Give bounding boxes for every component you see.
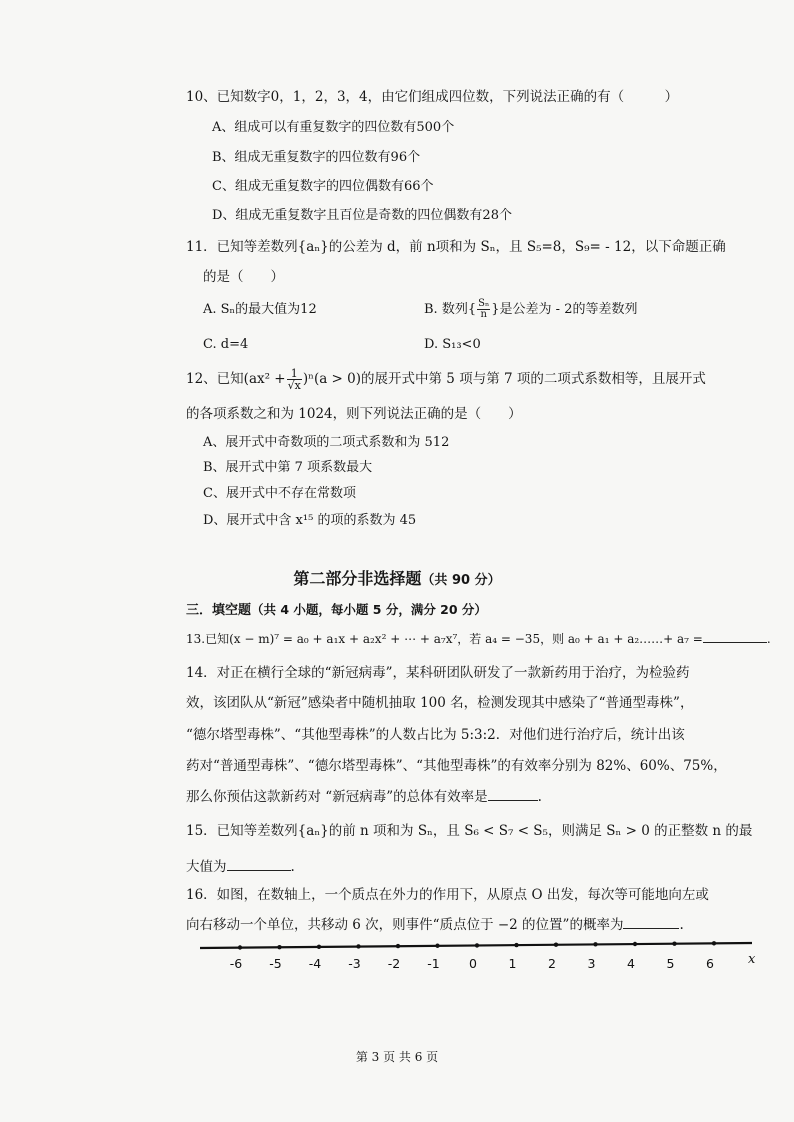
q12-stem-line2: 的各项系数之和为 1024，则下列说法正确的是（ ）: [186, 406, 522, 422]
q11-option-d: D. S₁₃<0: [424, 337, 481, 352]
number-line-tick: [672, 941, 676, 945]
q11-option-c: C. d=4: [203, 337, 249, 352]
number-line-tick-label: -5: [269, 956, 282, 971]
number-line-tick-label: 4: [627, 956, 635, 971]
q15-period: .: [290, 859, 295, 875]
number-line-tick: [238, 945, 242, 949]
number-line-tick: [593, 942, 597, 946]
q13-period: .: [766, 632, 771, 646]
number-line-tick-label: 3: [587, 956, 596, 971]
q11-stem-line1: 11．已知等差数列{aₙ}的公差为 d，前 n项和为 Sₙ，且 S₅=8，S₉= - 12，以下命题正确: [186, 239, 726, 255]
number-line-tick-label: -1: [427, 956, 440, 971]
q14-line3: “德尔塔型毒株”、“其他型毒株”的人数占比为 5:3:2．对他们进行治疗后，统计出该: [186, 727, 685, 743]
q12-fraction-numerator: 1: [287, 368, 302, 380]
q16-period: .: [679, 917, 684, 933]
q16-line2-text: 向右移动一个单位，共移动 6 次，则事件“质点位于 −2 的位置”的概率为: [186, 917, 624, 933]
number-line-tick: [277, 945, 281, 949]
number-line-tick-label: -3: [348, 956, 361, 971]
q10-option-b: B、组成无重复数字的四位数有96个: [212, 150, 421, 165]
number-line-tick: [554, 943, 558, 947]
number-line-tick: [317, 945, 321, 949]
q12-option-c: C、展开式中不存在常数项: [203, 486, 356, 501]
q11-option-a: A. Sₙ的最大值为12: [203, 302, 317, 317]
number-line-axis-label: x: [748, 952, 756, 967]
number-line-tick: [435, 944, 439, 948]
number-line-tick: [396, 944, 400, 948]
q15-line1: 15．已知等差数列{aₙ}的前 n 项和为 Sₙ，且 S₆ < S₇ < S₅，则满足 Sₙ > 0 的正整数 n 的最: [186, 823, 753, 839]
number-line-tick: [514, 943, 518, 947]
number-line-tick-label: -6: [229, 956, 243, 971]
q12-option-b: B、展开式中第 7 项系数最大: [203, 460, 373, 475]
q16-line1: 16．如图，在数轴上，一个质点在外力的作用下，从原点 O 出发，每次等可能地向左或: [186, 887, 709, 903]
number-line-tick: [712, 941, 716, 945]
q14-line1: 14．对正在横行全球的“新冠病毒”，某科研团队研发了一款新药用于治疗，为检验药: [186, 665, 690, 681]
q10-option-c: C、组成无重复数字的四位偶数有66个: [212, 179, 434, 194]
part-two-score: （共 90 分）: [421, 573, 501, 588]
q14-line5-text: 那么你预估这款新药对 “新冠病毒”的总体有效率是: [186, 789, 488, 805]
q12-option-a: A、展开式中奇数项的二项式系数和为 512: [203, 435, 450, 450]
q14-line4: 药对“普通型毒株”、“德尔塔型毒株”、“其他型毒株”的有效率分别为 82%、60%、75%，: [186, 758, 727, 774]
q10-option-a: A、组成可以有重复数字的四位数有500个: [212, 120, 455, 135]
q12-fraction-denominator: √x: [287, 379, 301, 392]
q13-text: 13.已知(x − m)⁷ = a₀ + a₁x + a₂x² + ⋯ + a₇x⁷，若 a₄ = −35，则 a₀ + a₁ + a₂……+ a₇ =: [186, 632, 703, 646]
q12-stem-prefix: 12、已知(ax² +: [186, 371, 286, 387]
number-line-tick-label: 5: [666, 956, 675, 971]
number-line-tick: [356, 944, 360, 948]
q11-fraction-denominator: n: [480, 309, 487, 320]
q14-line2: 效，该团队从“新冠”感染者中随机抽取 100 名，检测发现其中感染了“普通型毒株”，: [186, 695, 694, 711]
number-line-tick-label: 0: [469, 956, 477, 971]
q11-option-b-prefix: B. 数列{: [424, 302, 477, 317]
number-line-tick: [475, 943, 479, 947]
q12-option-d: D、展开式中含 x¹⁵ 的项的系数为 45: [203, 513, 417, 528]
q11-option-b-suffix: }是公差为 - 2的等差数列: [491, 302, 638, 317]
page-footer: 第 3 页 共 6 页: [355, 1050, 439, 1064]
number-line-tick-label: 6: [706, 956, 714, 971]
part-two-title-text: 第二部分非选择题: [293, 569, 422, 588]
q14-period: .: [537, 789, 542, 805]
q15-line2-text: 大值为: [186, 859, 227, 875]
number-line-tick-label: 2: [548, 956, 556, 971]
q11-fraction-numerator: Sₙ: [478, 298, 490, 309]
number-line-tick-label: -2: [387, 956, 401, 971]
number-line-tick: [633, 942, 637, 946]
fill-in-title: 三．填空题: [186, 603, 252, 618]
number-line-tick-label: -4: [308, 956, 322, 971]
q11-stem-line2: 的是（ ）: [203, 269, 284, 285]
q10-option-d: D、组成无重复数字且百位是奇数的四位偶数有28个: [212, 208, 512, 223]
fill-in-desc: （共 4 小题，每小题 5 分，满分 20 分）: [251, 602, 487, 617]
q10-stem: 10、已知数字0，1，2，3，4，由它们组成四位数，下列说法正确的有（ ）: [186, 89, 679, 105]
number-line-tick-label: 1: [508, 956, 517, 971]
q12-stem-suffix: )ⁿ(a > 0)的展开式中第 5 项与第 7 项的二项式系数相等，且展开式: [302, 371, 706, 387]
